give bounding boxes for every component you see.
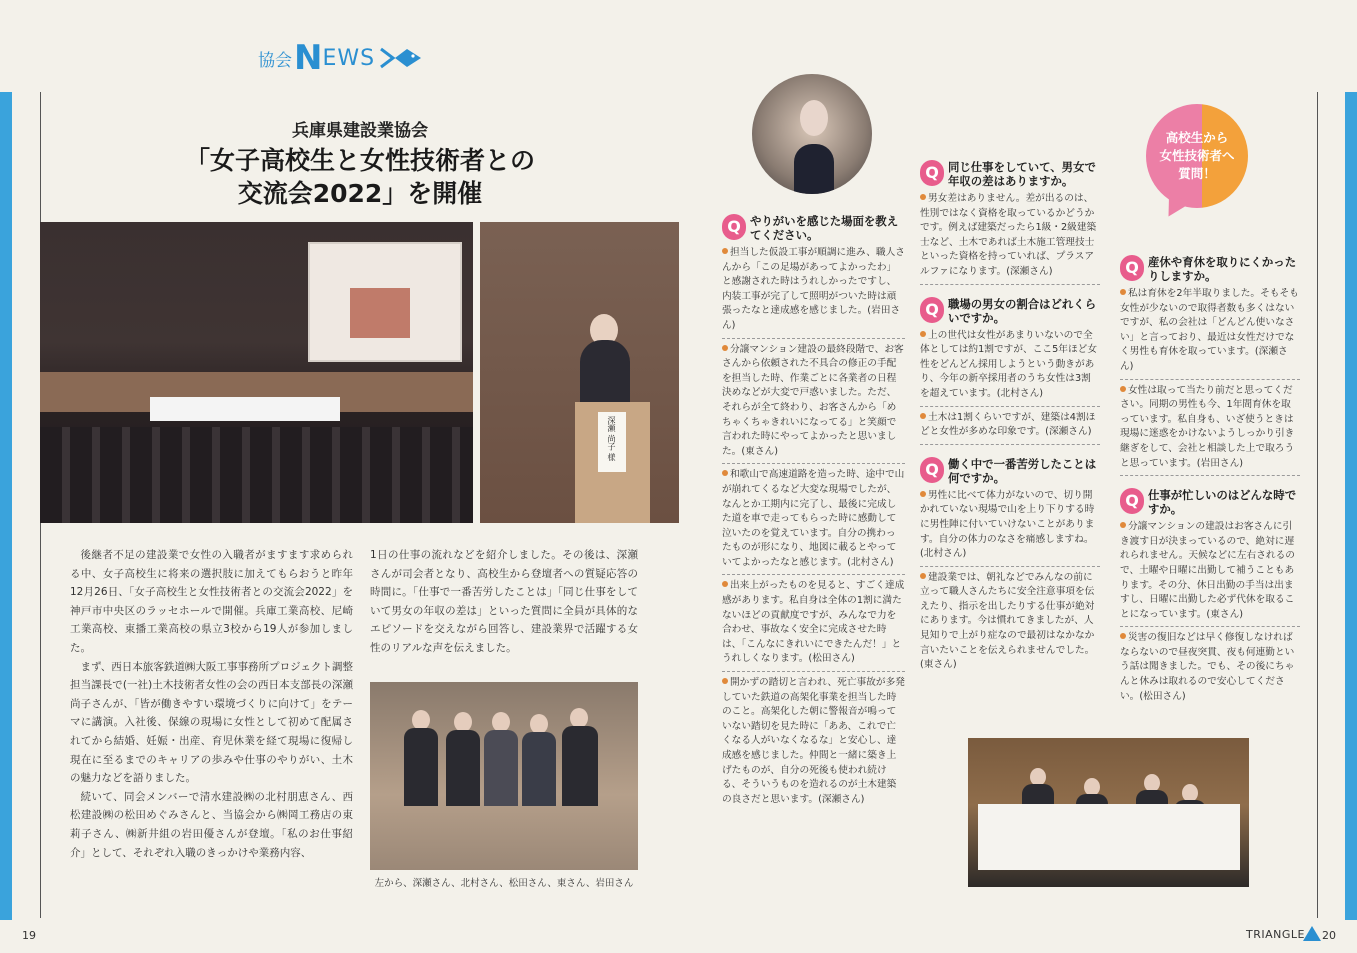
qa-answer: 上の世代は女性があまりいないので全体としては約1割ですが、ここ5年ほど女性をどんどん採用しようという動きがあり、今年の新卒採用者のうち女性は3割を超えています。(北村さん) [920,329,1100,407]
question-text: 産休や育休を取りにくかったりしますか。 [1148,255,1297,283]
section-n: N [294,38,323,78]
q-badge: Q [1120,255,1144,281]
bullet-icon [920,413,926,419]
speaker-photo [480,222,679,523]
qa-question [920,297,1100,325]
qa-answer: 建設業では、朝礼などでみんなの前に立って職人さんたちに安全注意事項を伝えたり、指示を出したりする仕事が絶対にあります。今は慣れてきましたが、人見知りで上がり症なので最初はなかなか言いたいことを伝えられませんでした。(東さん) [920,571,1095,671]
qa-answer: 分譲マンション建設の最終段階で、お客さんから依頼された不具合の修正の手配を担当した時、作業ごとに各業者の日程決めなどが大変で戸惑いました。ただ、それらが全て終わり、お客さんから「めちゃくちゃきれいになってる」と笑顔で言われた時にやってよかったと思いました。(東さん) [722,343,905,465]
hall-photo [40,222,473,523]
qa-answer: 出来上がったものを見ると、すごく達成感があります。私自身は全体の1割に満たないほどの貢献度ですが、みんなで力を合わせ、事故なく安全に完成させた時は、「こんなにきれいにできたんだ！」とうれしくなります。(松田さん) [722,579,905,672]
qa-bubble [1146,104,1248,208]
qa-answer: 分譲マンションの建設はお客さんに引き渡す日が決まっているので、絶対に遅れられません。天候などに左右されるので、土曜や日曜に出勤して補うこともあります。その分、休日出勤の手当は出ますし、日曜に出勤した必ず代休を取ることになっています。(東さん) [1120,520,1300,627]
q-badge: Q [920,160,944,186]
article-organization: 兵庫県建設業協会 [292,121,428,141]
qa-question [1120,488,1300,516]
qa-question [1120,255,1300,283]
question-text: 働く中で一番苦労したことは何ですか。 [948,456,1097,485]
section-rest: EWS [322,45,376,71]
audience [40,427,473,523]
question-text: 同じ仕事をしていて、男女で年収の差はありますか。 [948,160,1096,188]
bullet-icon [722,581,728,587]
article-body-col1 [70,546,353,862]
bullet-icon [920,573,926,579]
qa-question [920,160,1100,188]
page-number-right: 20 [1322,929,1336,942]
qa-answer: 開かずの踏切と言われ、死亡事故が多発していた鉄道の高架化事業を担当した時のこと。高架化した朝に警報音が鳴っていない踏切を見た時に「ああ、これで亡くなる人がいなくなるな」と安心し、達成感を感じました。仲間と一緒に築き上げたものが、自分の死後も使われ続ける、そういうものを造れるのが土木建築の良さだと思います。(深瀬さん) [722,677,905,805]
bubble-line-1: 高校生から [1165,130,1229,145]
qa-answer: 災害の復旧などは早く修復しなければならないので昼夜突貫、夜も何連勤という話は聞きました。でも、その後にちゃんと休みは取れるので安心してください。(松田さん) [1120,632,1295,702]
body-paragraph: まず、西日本旅客鉄道㈱大阪工事事務所プロジェクト調整担当課長で(一社)土木技術者女性の会の西日本支部長の深瀬尚子さんが、「皆が働きやすい環境づくりに向けて」をテーマに講演。入社後、保線の現場に女性として初めて配属されてから結婚、妊娠・出産、育児休業を経て現場に復帰し現在に至るまでのキャリアの歩みや仕事のやりがい、土木の魅力などを語りました。 [70,660,353,785]
photo-caption: 左から、深瀬さん、北村さん、松田さん、東さん、岩田さん [374,878,634,889]
bullet-icon [1120,386,1126,392]
speaker-body [580,340,630,410]
body-paragraph: 後継者不足の建設業で女性の入職者がますます求められる中、女子高校生に将来の選択肢に加えてもらおうと昨年12月26日、「女子高校生と女性技術者との交流会2022」を神戸市中央区のラッセホールで開催。兵庫工業高校、尼崎工業高校、東播工業高校の県立3校から19人が参加しました。 [70,549,353,654]
bullet-icon [722,248,728,254]
body-paragraph: 1日の仕事の流れなどを紹介しました。その後は、深瀬さんが司会者となり、高校生から登壇者への質疑応答の時間に。「仕事で一番苦労したことは」「同じ仕事をしていて男女の年収の差は」といった質問に全員が具体的なエピソードを交えながら回答し、建設業界で活躍する女性のリアルな声を伝えました。 [370,549,638,654]
bullet-icon [722,470,728,476]
qa-answer: 女性は取って当たり前だと思ってください。同期の男性も今、1年間育休を取っています。私自身も、いざ使うときは現場に迷惑をかけないようしっかり引き継ぎをして、会社と相談した上で取ろうと思っています。(岩田さん) [1120,384,1300,477]
page-number-left: 19 [22,929,36,942]
section-header [258,38,423,78]
student-photo [752,74,872,194]
qa-answer: 土木は1割くらいですが、建築は4割ほどと女性が多めな印象です。(深瀬さん) [920,411,1100,445]
article-title [40,144,680,210]
section-prefix: 協会 [258,50,292,71]
panel-table-cloth [978,804,1240,870]
bullet-icon [920,331,926,337]
bullet-icon [920,194,926,200]
q-badge: Q [1120,488,1144,514]
q-badge: Q [920,457,944,483]
body-paragraph: 続いて、同会メンバーで清水建設㈱の北村朋恵さん、西松建設㈱の松田めぐみさんと、当協会から㈱岡工務店の東莉子さん、㈱新井組の岩田優さんが登壇。「私のお仕事紹介」として、それぞれ入職のきっかけや業務内容、 [70,790,353,859]
qa-answer: 私は育休を2年半取りました。そもそも女性が少ないので取得者数も多くはないですが、私の会社は「どんどん使いなさい」と言っており、最近は女性だけでなく男性も育休を取っています。(深瀬さん) [1120,287,1300,380]
fish-icon [379,45,423,71]
projection-screen [308,242,462,362]
triangle-icon [1303,926,1321,941]
bullet-icon [722,345,728,351]
bullet-icon [722,678,728,684]
brand-label: TRIANGLE [1246,928,1305,941]
title-line-2: 交流会2022」を開催 [237,179,483,208]
qa-column-3 [1120,255,1300,712]
right-edge-bar [1345,92,1357,920]
bullet-icon [1120,289,1126,295]
qa-column-2 [920,160,1100,681]
qa-answer: 和歌山で高速道路を造った時、途中で山が崩れてくるなど大変な現場でしたが、なんとか工期内に完了し、最後に完成した道を車で走ってもらった時に感動して泣いたのを覚えています。自分の携わったものが形になり、地図に載るとやっていてよかったなと感じます。(北村さん) [722,468,905,575]
qa-answer: 男性に比べて体力がないので、切り開かれていない現場で山を上り下りする時に男性陣に付いていけないことがあります。自分の体力のなさを痛感しますね。(北村さん) [920,489,1100,567]
q-badge: Q [920,297,944,323]
qa-answer: 担当した仮設工事が順調に進み、職人さんから「この足場があってよかったわ」と感謝された時はうれしかったですし、内装工事が完了して照明がついた時は頑張ったなと達成感を感じました。(岩田さん) [722,246,905,339]
bullet-icon [1120,633,1126,639]
bullet-icon [920,491,926,497]
panel-table [150,397,340,421]
qa-column-1 [722,214,905,815]
qa-answer: 男女差はありません。差が出るのは、性別ではなく資格を取っているかどうかです。例えば建築だったら1級・2級建築士など、土木であれば土木施工管理技士といった資格を持っていれば、プラスアルファになります。(深瀬さん) [920,192,1100,285]
name-plate-text: 深瀬 尚子 様 [607,416,616,462]
question-text: 職場の男女の割合はどれくらいですか。 [948,296,1097,325]
panel-photo [968,738,1249,887]
bullet-icon [1120,522,1126,528]
question-text: 仕事が忙しいのはどんな時ですか。 [1148,488,1297,517]
question-text: やりがいを感じた場面を教えてください。 [750,214,899,242]
qa-question [722,214,905,242]
bubble-line-2: 女性技術者へ [1159,148,1235,163]
title-line-1: 「女子高校生と女性技術者との [184,146,535,175]
group-photo [370,682,638,870]
q-badge: Q [722,214,746,240]
article-body-col2 [370,546,638,658]
left-edge-bar [0,92,12,920]
qa-question [920,457,1100,485]
name-plate [598,412,626,472]
bubble-line-3: 質問！ [1178,166,1216,181]
